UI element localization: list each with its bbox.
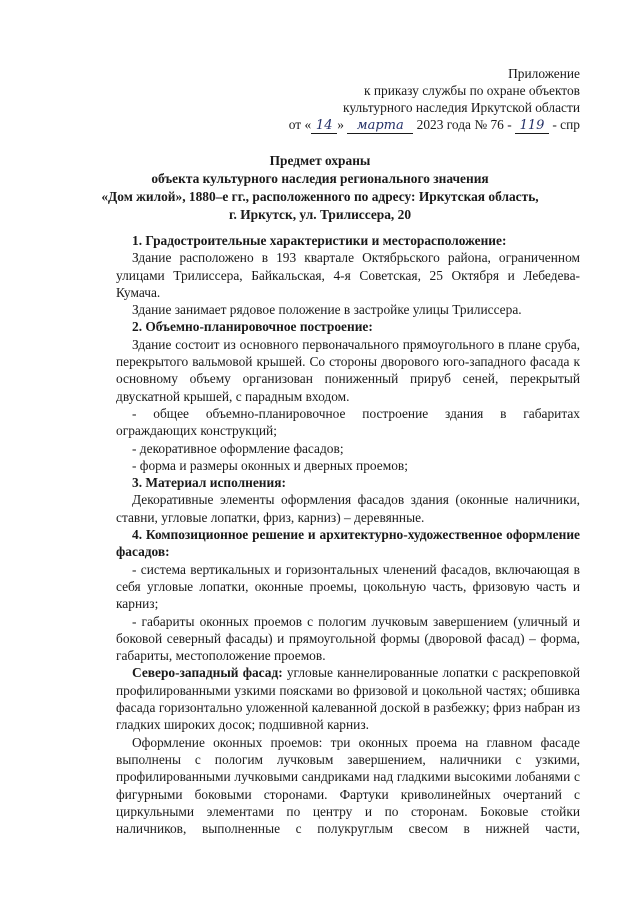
northwest-facade-paragraph [116,664,580,733]
handwritten-day: 14 [315,118,333,133]
order-number [515,118,549,134]
handwritten-month: марта [356,118,404,133]
section-2-paragraph-1: Здание состоит из основного первоначального прямоугольного в плане сруба, перекрытого вальмовой крышей. Со стороны дворового юго-западного фасада к основному объему организован пониженный прируб сеней, перекрытый двускатной крышей, с парадным входом. [116,336,580,404]
section-2-paragraph-3: - декоративное оформление фасадов; [132,440,344,456]
section-heading-2: 2. Объемно-планировочное построение: [132,319,373,335]
date-month [347,118,413,134]
document-title [60,152,580,224]
header-line-service: культурного наследия Иркутской области [343,100,580,115]
header-line-date [289,116,580,134]
handwritten-number: 119 [519,118,545,133]
header-line-order: к приказу службы по охране объектов [364,83,580,98]
date-prefix: от « [288,117,312,132]
date-quote-close: » [337,117,344,132]
section-1-paragraph-2: Здание занимает рядовое положение в застройке улицы Трилиссера. [132,302,522,318]
section-2-paragraph-4: - форма и размеры оконных и дверных проемов; [132,457,408,473]
section-heading-1: 1. Градостроительные характеристики и месторасположение: [132,233,507,248]
section-1-paragraph-1: Здание расположено в 193 квартале Октябрьского района, ограниченном улицами Трилиссера, Байкальская, 4-я Советская, 25 Октября и Лебедева-Кумача. [116,250,580,300]
section-heading-4: 4. Композиционное решение и архитектурно-художественное оформление фасадов: [116,527,580,560]
date-day [311,118,337,134]
northwest-facade-text: угловые каннелированные лопатки с раскреповкой профилированными узкими поясками во фризовой и цокольной частях; обшивка фасада горизонтально уложенной калеванной доской в разбежку; фриз набран из гладких широких досок; подшивной карниз. [116,665,580,733]
order-suffix: - спр [552,117,580,132]
northwest-facade-label: Северо-западный фасад: [132,665,283,681]
title-line-4: г. Иркутск, ул. Трилиссера, 20 [228,207,412,222]
title-line-1: Предмет охраны [269,153,371,168]
section-3-paragraph-1: Декоративные элементы оформления фасадов здания (оконные наличники, ставни, угловые лопатки, фриз, карниз) – деревянные. [116,492,580,525]
section-4-paragraph-2: - габариты оконных проемов с пологим лучковым завершением (уличный и боковой северный фасады) и прямоугольной формы (дворовой фасад) – форма, габариты, местоположение проемов. [116,613,580,664]
window-openings-paragraph: Оформление оконных проемов: три оконных проема на главном фасаде выполнены с пологим лучковым завершением, наличники с узкими, профилированными лучковыми сандриками над гладкими высокими лобанями с фигурными боковыми сторонами. Фартуки криволинейных очертаний с циркульными элементами по центру и по сторонам. Боковые стойки наличников, выполненные с полукруглым свесом в нижней части, [116,734,580,837]
document-body [116,232,580,837]
header-line-appendix: Приложение [508,66,580,81]
section-2-paragraph-2: - общее объемно-планировочное построение здания в габаритах ограждающих конструкций; [116,405,580,439]
title-line-2: объекта культурного наследия регионального значения [151,171,489,186]
date-year-number: 2023 года № 76 - [416,117,512,132]
section-4-paragraph-1: - система вертикальных и горизонтальных членений фасадов, включающая в себя угловые лопатки, оконные проемы, цокольную часть, фризовую часть и карниз; [116,561,580,612]
appendix-header [289,65,580,134]
section-heading-3: 3. Материал исполнения: [132,475,286,491]
title-line-3: «Дом жилой», 1880–е гг., расположенного по адресу: Иркутская область, [101,189,539,204]
